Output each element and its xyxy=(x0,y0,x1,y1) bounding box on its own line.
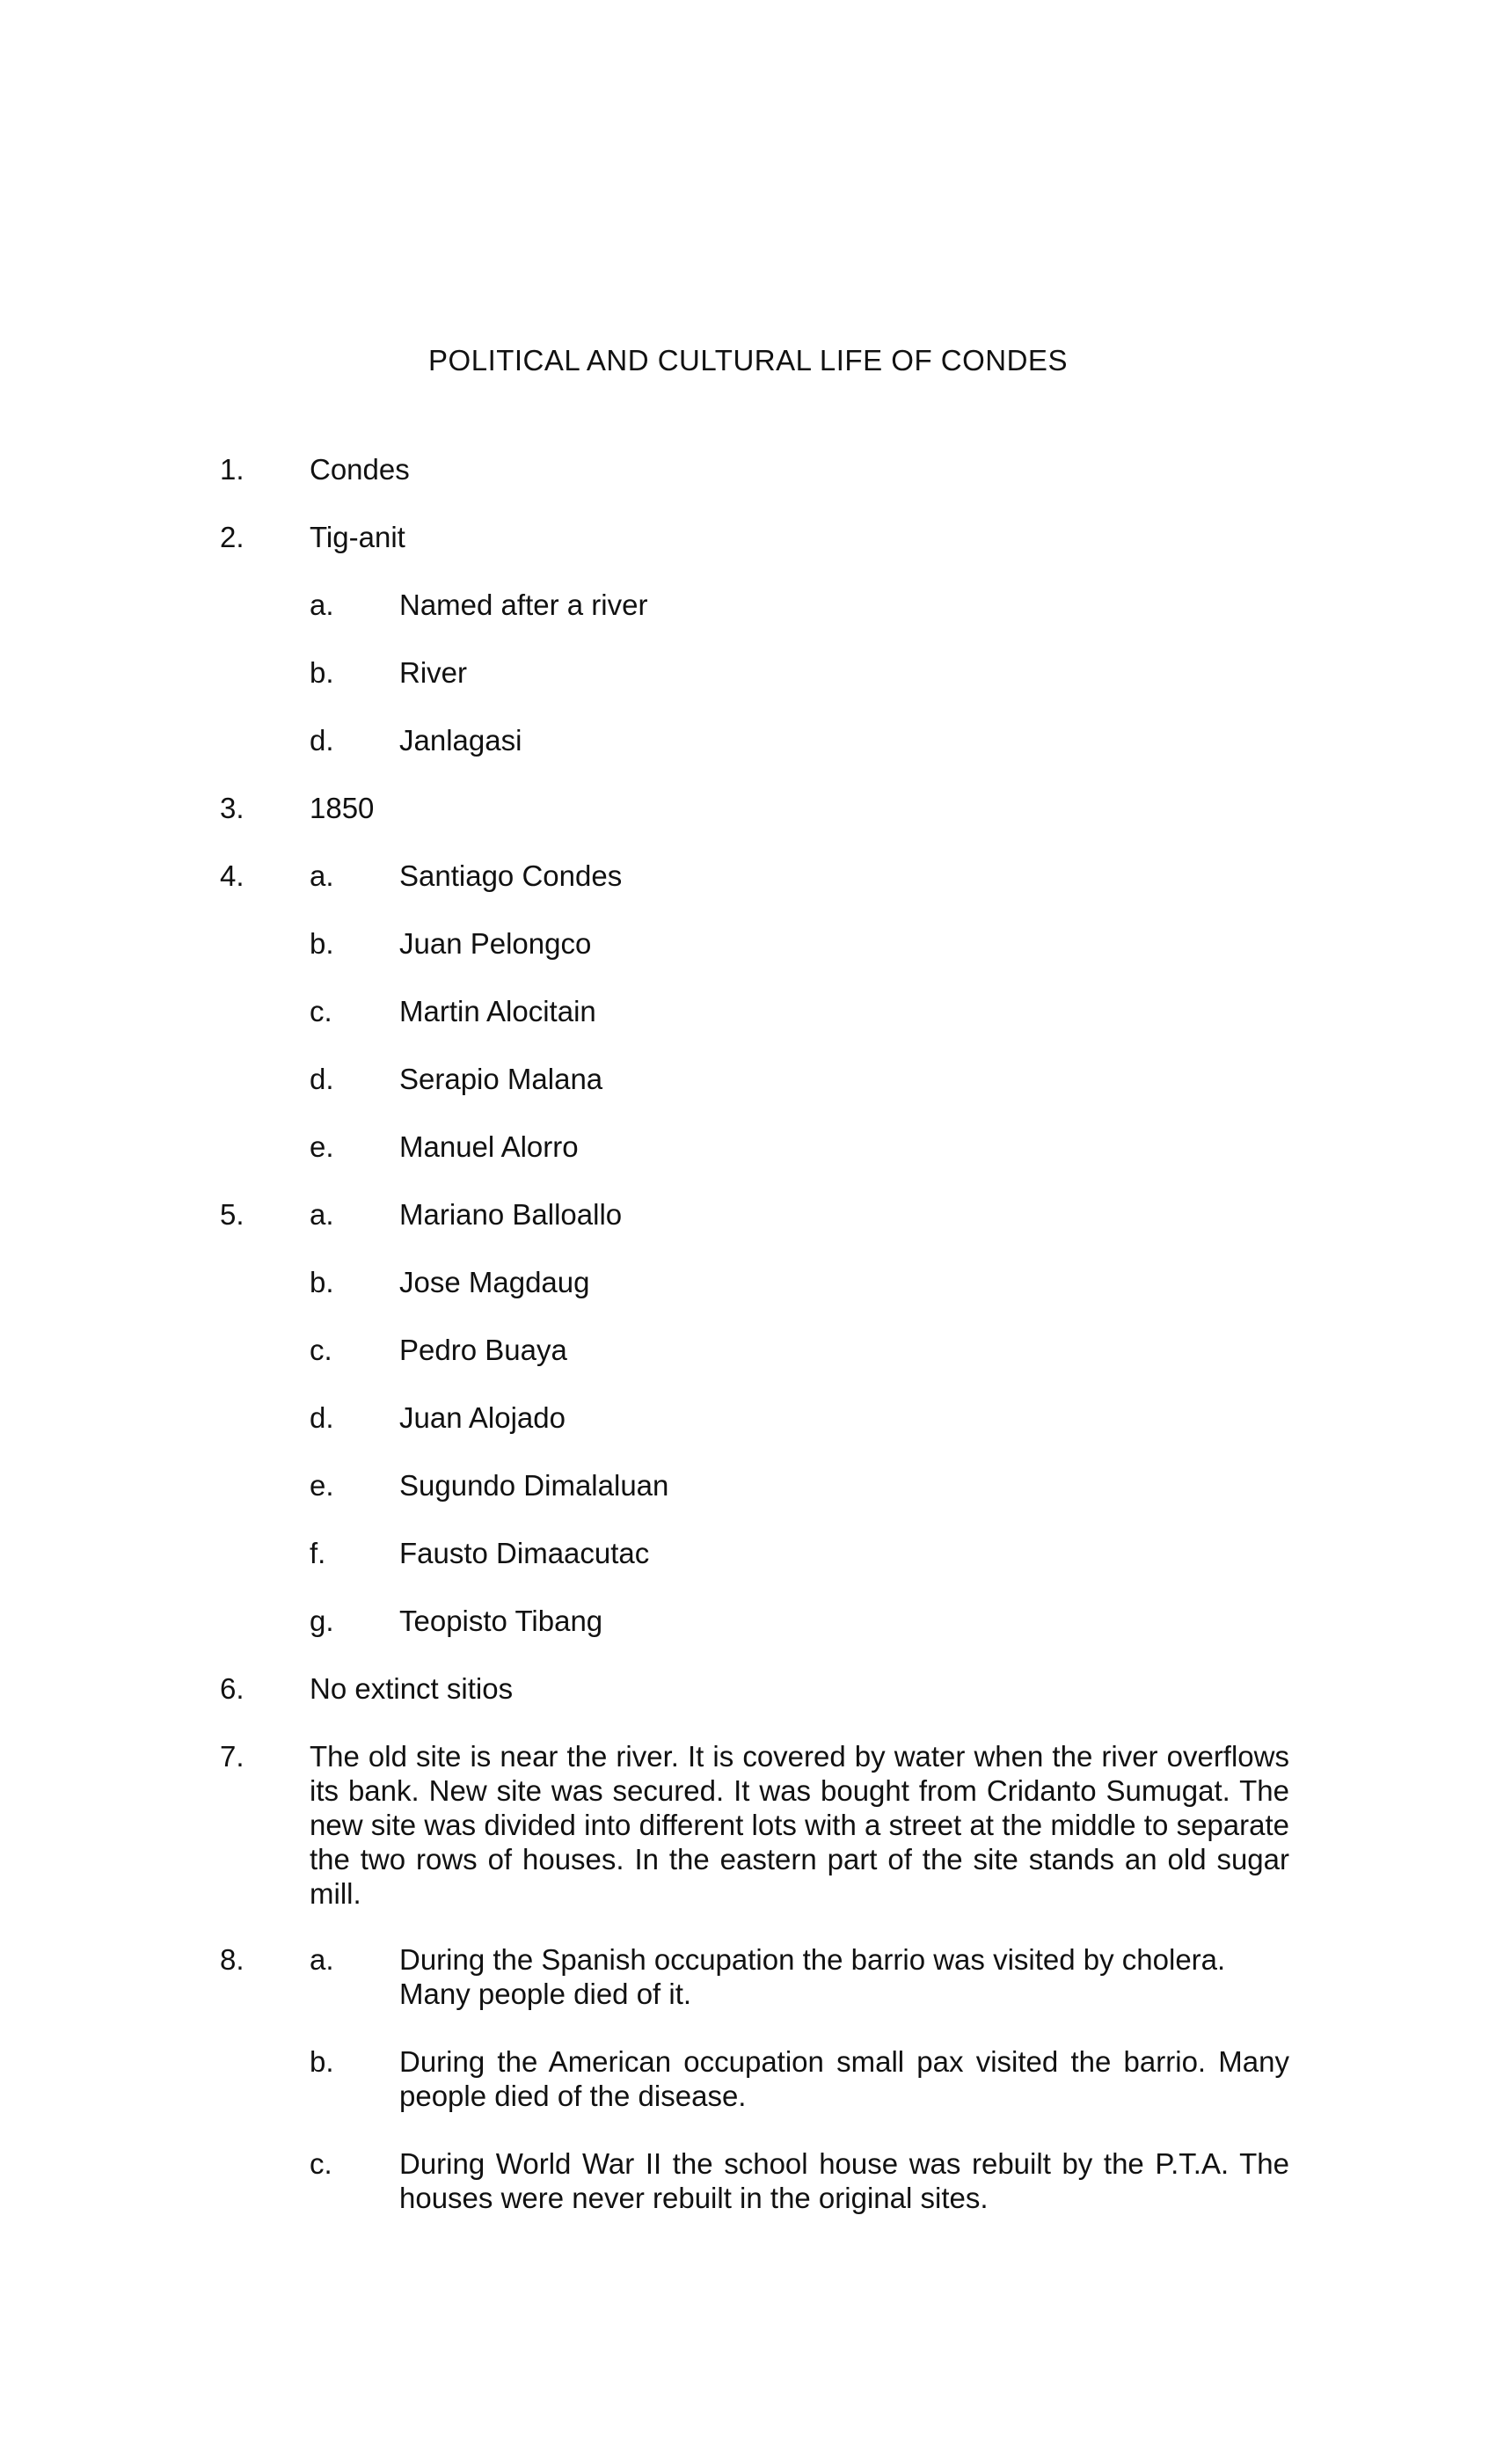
item-5e-text: Sugundo Dimalaluan xyxy=(399,1469,669,1502)
item-2b-text: River xyxy=(399,656,468,689)
item-2a-text: Named after a river xyxy=(399,589,648,621)
item-1-number: 1. xyxy=(220,453,244,486)
item-5a-text: Mariano Balloallo xyxy=(399,1198,623,1231)
item-8c-letter: c. xyxy=(310,2147,332,2180)
item-4b-letter: b. xyxy=(310,927,334,960)
item-4a-letter: a. xyxy=(310,859,334,892)
item-4a-text: Santiago Condes xyxy=(399,859,623,892)
item-2d-text: Janlagasi xyxy=(399,724,522,757)
item-3-text: 1850 xyxy=(310,792,375,824)
item-2-number: 2. xyxy=(220,521,244,553)
item-5e-letter: e. xyxy=(310,1469,334,1502)
item-5c-text: Pedro Buaya xyxy=(399,1334,567,1366)
item-4e-text: Manuel Alorro xyxy=(399,1130,579,1163)
item-4-number: 4. xyxy=(220,859,244,892)
item-4b-text: Juan Pelongco xyxy=(399,927,592,960)
page-title: POLITICAL AND CULTURAL LIFE OF CONDES xyxy=(428,344,1068,377)
item-5g-text: Teopisto Tibang xyxy=(399,1605,603,1637)
item-4d-letter: d. xyxy=(310,1063,334,1095)
item-5g-letter: g. xyxy=(310,1605,334,1637)
item-5f-letter: f. xyxy=(310,1537,326,1569)
item-2d-letter: d. xyxy=(310,724,334,757)
item-5d-letter: d. xyxy=(310,1401,334,1434)
item-2a-letter: a. xyxy=(310,589,334,621)
item-7-paragraph: The old site is near the river. It is covered by water when the river overflows its bank. New site was secured. It was bought from Cridanto Sumugat. The new site was divided into different lots with a street at the middle to separate the two rows of houses. In the eastern part of the site stands an old sugar mill. xyxy=(310,1740,1289,1910)
item-5c-letter: c. xyxy=(310,1334,332,1366)
item-6-text: No extinct sitios xyxy=(310,1672,514,1705)
item-5d-text: Juan Alojado xyxy=(399,1401,566,1434)
item-8-number: 8. xyxy=(220,1943,244,1976)
item-5f-text: Fausto Dimaacutac xyxy=(399,1537,650,1569)
item-5b-letter: b. xyxy=(310,1266,334,1298)
item-3-number: 3. xyxy=(220,792,244,824)
item-2b-letter: b. xyxy=(310,656,334,689)
item-8b-paragraph: During the American occupation small pax visited the barrio. Many people died of the disease. xyxy=(399,2045,1289,2112)
item-8b-letter: b. xyxy=(310,2045,334,2078)
item-5a-letter: a. xyxy=(310,1198,334,1231)
item-7-number: 7. xyxy=(220,1740,244,1773)
item-4d-text: Serapio Malana xyxy=(399,1063,603,1095)
item-4c-letter: c. xyxy=(310,995,332,1027)
item-5-number: 5. xyxy=(220,1198,244,1231)
item-1-text: Condes xyxy=(310,453,410,486)
item-8c-paragraph: During World War II the school house was rebuilt by the P.T.A. The houses were never rebuilt in the original sites. xyxy=(399,2147,1289,2214)
item-6-number: 6. xyxy=(220,1672,244,1705)
item-5b-text: Jose Magdaug xyxy=(399,1266,590,1298)
item-8a-letter: a. xyxy=(310,1943,334,1976)
item-4e-letter: e. xyxy=(310,1130,334,1163)
item-2-text: Tig-anit xyxy=(310,521,405,553)
item-8a-paragraph: During the Spanish occupation the barrio was visited by cholera. Many people died of it. xyxy=(399,1943,1226,2010)
item-4c-text: Martin Alocitain xyxy=(399,995,596,1027)
